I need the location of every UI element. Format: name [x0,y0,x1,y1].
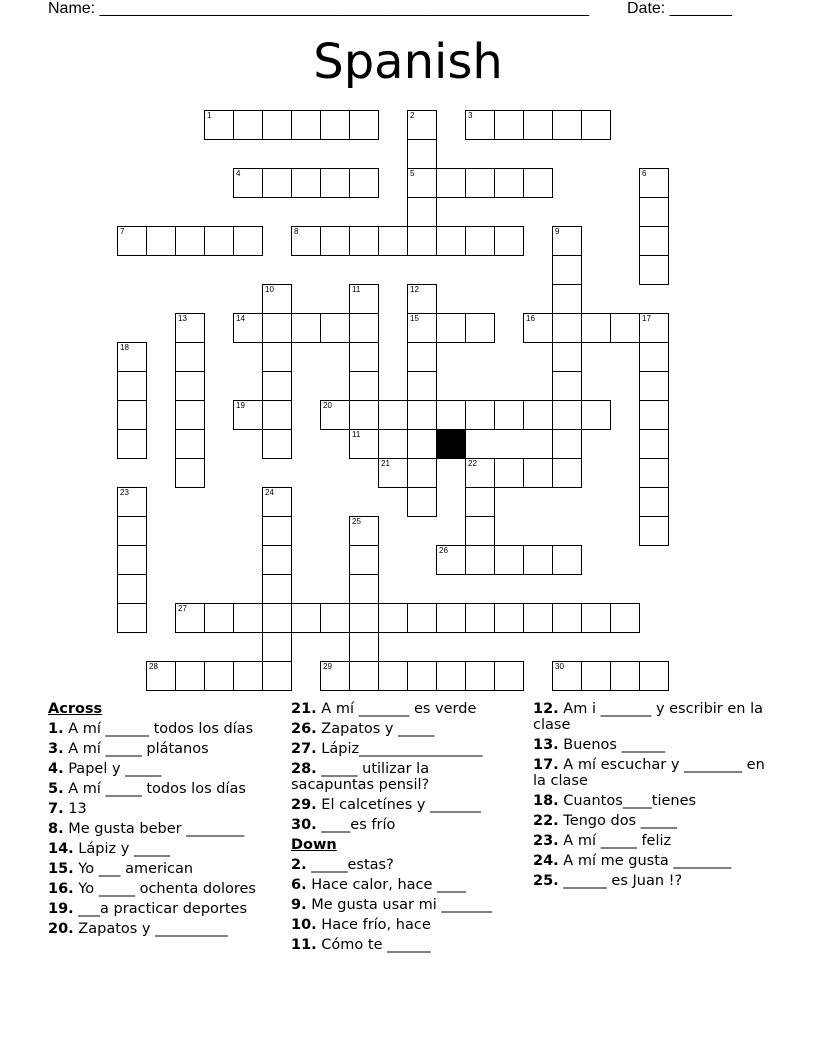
grid-cell[interactable] [117,342,147,372]
clue-item-number: 10. [291,917,317,933]
grid-cell[interactable] [436,226,466,256]
grid-cell[interactable] [291,226,321,256]
grid-cell[interactable] [639,487,669,517]
clue-item-text: Tengo dos _____ [558,813,677,829]
grid-cell[interactable] [436,400,466,430]
clue-item [48,721,273,737]
clue-item [533,873,768,889]
clue-item [48,801,273,817]
clue-item [48,861,273,877]
clue-number: 4 [236,169,241,178]
grid-cell[interactable] [523,545,553,575]
clue-number: 12 [410,285,419,294]
grid-cell[interactable] [320,110,350,140]
grid-cell[interactable] [262,429,292,459]
grid-cell[interactable] [262,516,292,546]
clue-item-text: A mí escuchar y ________ en la clase [533,757,765,789]
grid-cell[interactable] [117,429,147,459]
grid-cell[interactable] [233,603,263,633]
date-field-label: Date: _______ [627,0,732,17]
clue-item-number: 21. [291,701,317,717]
grid-cell[interactable] [117,603,147,633]
grid-cell[interactable] [407,342,437,372]
grid-cell[interactable] [378,458,408,488]
clue-number: 10 [265,285,274,294]
clue-item-number: 4. [48,761,64,777]
clue-item-text: Zapatos y _____ [316,721,435,737]
grid-cell[interactable] [639,168,669,198]
grid-cell[interactable] [494,168,524,198]
clue-item [291,797,516,813]
grid-cell[interactable] [349,110,379,140]
clue-item-text: A mí me gusta ________ [558,853,732,869]
clue-item-text: _____estas? [306,857,394,873]
clue-item-text: 13 [63,801,87,817]
grid-cell[interactable] [262,284,292,314]
grid-cell[interactable] [349,661,379,691]
clue-number: 9 [555,227,560,236]
grid-cell[interactable] [117,574,147,604]
clue-number: 15 [410,314,419,323]
clue-number: 29 [323,662,332,671]
grid-cell[interactable] [639,371,669,401]
grid-cell[interactable] [610,603,640,633]
grid-cell[interactable] [465,545,495,575]
grid-cell[interactable] [552,545,582,575]
grid-cell[interactable] [465,400,495,430]
grid-cell[interactable] [117,400,147,430]
grid-cell[interactable] [349,371,379,401]
clue-item [48,841,273,857]
clue-item-number: 23. [533,833,559,849]
grid-cell[interactable] [320,168,350,198]
clue-item-number: 27. [291,741,317,757]
grid-cell[interactable] [407,400,437,430]
grid-cell[interactable] [204,603,234,633]
clue-item-text: Hace calor, hace ____ [306,877,467,893]
grid-cell[interactable] [465,110,495,140]
grid-cell[interactable] [610,313,640,343]
grid-cell[interactable] [494,400,524,430]
grid-cell[interactable] [552,661,582,691]
grid-cell[interactable] [117,516,147,546]
grid-cell[interactable] [639,226,669,256]
clues-column-2 [291,701,516,957]
grid-cell[interactable] [639,400,669,430]
clue-number: 25 [352,517,361,526]
grid-cell[interactable] [349,226,379,256]
grid-cell[interactable] [349,603,379,633]
clue-item-number: 5. [48,781,64,797]
grid-cell[interactable] [204,661,234,691]
grid-cell[interactable] [639,661,669,691]
clue-item-text: Yo ___ american [73,861,194,877]
name-field-label: Name: _______________________________________________________ [48,0,589,17]
clue-item-text: Cuantos____tienes [558,793,697,809]
grid-cell[interactable] [581,603,611,633]
clue-item-number: 3. [48,741,64,757]
clue-number: 21 [381,459,390,468]
grid-cell[interactable] [494,458,524,488]
grid-cell[interactable] [552,110,582,140]
clue-number: 5 [410,169,415,178]
grid-cell[interactable] [436,545,466,575]
clue-item-text: Cómo te ______ [316,937,431,953]
clues-column-3 [533,701,768,893]
clue-item-text: Lápiz y _____ [73,841,171,857]
clue-number: 2 [410,111,415,120]
grid-cell[interactable] [262,110,292,140]
grid-cell[interactable] [349,545,379,575]
grid-cell[interactable] [494,226,524,256]
clue-number: 23 [120,488,129,497]
clue-number: 28 [149,662,158,671]
clue-item [533,757,768,789]
clue-number: 27 [178,604,187,613]
grid-cell[interactable] [320,603,350,633]
clue-number: 17 [642,314,651,323]
grid-cell[interactable] [262,487,292,517]
grid-cell[interactable] [175,661,205,691]
clue-item-text: Hace frío, hace [316,917,431,933]
grid-cell[interactable] [291,110,321,140]
clue-number: 20 [323,401,332,410]
grid-cell[interactable] [494,661,524,691]
clue-item-text: Me gusta usar mi _______ [306,897,493,913]
grid-black-cell [436,429,466,459]
clue-number: 13 [178,314,187,323]
grid-cell[interactable] [494,545,524,575]
grid-cell[interactable] [117,371,147,401]
grid-cell[interactable] [523,110,553,140]
clue-item [533,853,768,869]
clue-item-number: 11. [291,937,317,953]
grid-cell[interactable] [581,110,611,140]
grid-cell[interactable] [552,603,582,633]
grid-cell[interactable] [407,284,437,314]
grid-cell[interactable] [407,226,437,256]
grid-cell[interactable] [175,400,205,430]
grid-cell[interactable] [349,313,379,343]
grid-cell[interactable] [262,168,292,198]
clue-item-text: Lápiz_________________ [316,741,483,757]
grid-cell[interactable] [610,661,640,691]
grid-cell[interactable] [204,226,234,256]
clue-number: 3 [468,111,473,120]
grid-cell[interactable] [407,110,437,140]
clue-item [48,821,273,837]
clue-item-text: A mí _____ plátanos [63,741,209,757]
grid-cell[interactable] [436,168,466,198]
grid-cell[interactable] [378,400,408,430]
clue-item-number: 13. [533,737,559,753]
grid-cell[interactable] [407,458,437,488]
grid-cell[interactable] [175,371,205,401]
grid-cell[interactable] [552,400,582,430]
clue-item-text: A mí _____ feliz [558,833,672,849]
clue-item [48,741,273,757]
grid-cell[interactable] [465,661,495,691]
grid-cell[interactable] [262,545,292,575]
grid-cell[interactable] [523,400,553,430]
grid-cell[interactable] [465,168,495,198]
clue-item-text: El calcetínes y _______ [316,797,481,813]
clue-item-text: Me gusta beber ________ [63,821,245,837]
grid-cell[interactable] [262,661,292,691]
clue-item-number: 24. [533,853,559,869]
clue-item [291,877,516,893]
grid-cell[interactable] [552,255,582,285]
grid-cell[interactable] [320,661,350,691]
clue-item-number: 22. [533,813,559,829]
page-title: Spanish [313,34,503,90]
clue-item-number: 19. [48,901,74,917]
grid-cell[interactable] [349,516,379,546]
grid-cell[interactable] [465,516,495,546]
grid-cell[interactable] [407,429,437,459]
clue-item-text: Papel y _____ [63,761,162,777]
clue-item [291,761,516,793]
clue-item [48,901,273,917]
clue-item-number: 9. [291,897,307,913]
clue-number: 16 [526,314,535,323]
grid-cell[interactable] [639,313,669,343]
grid-cell[interactable] [349,284,379,314]
grid-cell[interactable] [349,168,379,198]
grid-cell[interactable] [378,603,408,633]
clue-number: 14 [236,314,245,323]
clue-number: 7 [120,227,125,236]
grid-cell[interactable] [552,226,582,256]
grid-cell[interactable] [465,603,495,633]
clue-item-text: A mí _____ todos los días [63,781,246,797]
clue-item-number: 18. [533,793,559,809]
clue-number: 11 [352,430,361,439]
grid-cell[interactable] [407,168,437,198]
grid-cell[interactable] [204,110,234,140]
grid-cell[interactable] [465,313,495,343]
clue-item-number: 20. [48,921,74,937]
grid-cell[interactable] [639,458,669,488]
clue-item-text: Zapatos y __________ [73,921,228,937]
grid-cell[interactable] [494,603,524,633]
grid-cell[interactable] [581,661,611,691]
grid-cell[interactable] [175,342,205,372]
grid-cell[interactable] [378,661,408,691]
clue-item [291,897,516,913]
grid-cell[interactable] [407,371,437,401]
clue-item-text: Am i _______ y escribir en la clase [533,701,764,733]
clue-item-text: Buenos ______ [558,737,666,753]
clue-item-number: 28. [291,761,317,777]
clue-number: 18 [120,343,129,352]
grid-cell[interactable] [523,313,553,343]
grid-cell[interactable] [146,661,176,691]
grid-cell[interactable] [320,400,350,430]
clue-item-number: 30. [291,817,317,833]
grid-cell[interactable] [117,487,147,517]
clue-item [291,937,516,953]
clue-item-number: 1. [48,721,64,737]
grid-cell[interactable] [552,313,582,343]
grid-cell[interactable] [291,603,321,633]
grid-cell[interactable] [552,284,582,314]
grid-cell[interactable] [233,313,263,343]
grid-cell[interactable] [523,168,553,198]
clue-number: 26 [439,546,448,555]
grid-cell[interactable] [291,168,321,198]
grid-cell[interactable] [639,429,669,459]
grid-cell[interactable] [349,342,379,372]
clue-item-number: 29. [291,797,317,813]
clue-item-number: 16. [48,881,74,897]
grid-cell[interactable] [465,458,495,488]
clue-item [291,741,516,757]
clue-item-text: ______ es Juan !? [558,873,683,889]
clue-item-number: 17. [533,757,559,773]
clue-number: 22 [468,459,477,468]
grid-cell[interactable] [233,110,263,140]
grid-cell[interactable] [349,632,379,662]
clue-item-text: A mí ______ todos los días [63,721,254,737]
grid-cell[interactable] [175,458,205,488]
grid-cell[interactable] [436,603,466,633]
grid-cell[interactable] [262,603,292,633]
grid-cell[interactable] [639,255,669,285]
grid-cell[interactable] [407,661,437,691]
grid-cell[interactable] [291,313,321,343]
grid-cell[interactable] [552,429,582,459]
grid-cell[interactable] [233,400,263,430]
grid-cell[interactable] [465,226,495,256]
clue-item [291,817,516,833]
grid-cell[interactable] [117,545,147,575]
grid-cell[interactable] [639,516,669,546]
grid-cell[interactable] [581,313,611,343]
grid-cell[interactable] [349,400,379,430]
grid-cell[interactable] [262,371,292,401]
grid-cell[interactable] [552,458,582,488]
grid-cell[interactable] [262,342,292,372]
grid-cell[interactable] [349,429,379,459]
clue-item-text: _____ utilizar la sacapuntas pensil? [291,761,430,793]
clue-item [48,781,273,797]
grid-cell[interactable] [639,197,669,227]
clue-number: 11 [352,285,361,294]
grid-cell[interactable] [436,661,466,691]
grid-cell[interactable] [175,226,205,256]
down-heading: Down [291,837,337,853]
grid-cell[interactable] [233,168,263,198]
clue-item [48,761,273,777]
grid-cell[interactable] [407,487,437,517]
grid-cell[interactable] [320,226,350,256]
clue-number: 24 [265,488,274,497]
grid-cell[interactable] [581,400,611,430]
clue-item [533,813,768,829]
clue-item [48,921,273,937]
clue-item-number: 26. [291,721,317,737]
grid-cell[interactable] [175,313,205,343]
grid-cell[interactable] [262,574,292,604]
grid-cell[interactable] [407,313,437,343]
clue-item-number: 2. [291,857,307,873]
clues-column-1 [48,701,273,941]
grid-cell[interactable] [436,313,466,343]
grid-cell[interactable] [407,139,437,169]
grid-cell[interactable] [233,226,263,256]
grid-cell[interactable] [175,603,205,633]
clue-number: 6 [642,169,647,178]
clue-item-text: Yo _____ ochenta dolores [73,881,256,897]
clue-item-number: 7. [48,801,64,817]
grid-cell[interactable] [320,313,350,343]
grid-cell[interactable] [378,226,408,256]
grid-cell[interactable] [465,487,495,517]
grid-cell[interactable] [146,226,176,256]
grid-cell[interactable] [407,603,437,633]
grid-cell[interactable] [639,342,669,372]
clue-item [291,857,516,873]
grid-cell[interactable] [175,429,205,459]
clue-item [533,701,768,733]
grid-cell[interactable] [233,661,263,691]
clue-number: 1 [207,111,212,120]
grid-cell[interactable] [262,400,292,430]
grid-cell[interactable] [117,226,147,256]
clue-item-number: 14. [48,841,74,857]
grid-cell[interactable] [523,603,553,633]
clue-item [291,721,516,737]
grid-cell[interactable] [262,632,292,662]
clue-item-number: 12. [533,701,559,717]
clue-number: 19 [236,401,245,410]
grid-cell[interactable] [552,342,582,372]
clue-item-text: ___a practicar deportes [73,901,248,917]
clue-item [533,793,768,809]
clue-item [291,701,516,717]
grid-cell[interactable] [407,197,437,227]
grid-cell[interactable] [552,371,582,401]
clue-item [533,833,768,849]
grid-cell[interactable] [523,458,553,488]
grid-cell[interactable] [349,574,379,604]
clue-item-number: 25. [533,873,559,889]
clue-item-text: ____es frío [316,817,396,833]
grid-cell[interactable] [262,313,292,343]
clue-number: 8 [294,227,299,236]
clue-number: 30 [555,662,564,671]
clue-item-number: 6. [291,877,307,893]
clue-item-number: 8. [48,821,64,837]
clue-item [533,737,768,753]
clue-item-number: 15. [48,861,74,877]
clue-item [48,881,273,897]
clue-item-text: A mí _______ es verde [316,701,477,717]
clue-item [291,917,516,933]
across-heading: Across [48,701,103,717]
grid-cell[interactable] [494,110,524,140]
